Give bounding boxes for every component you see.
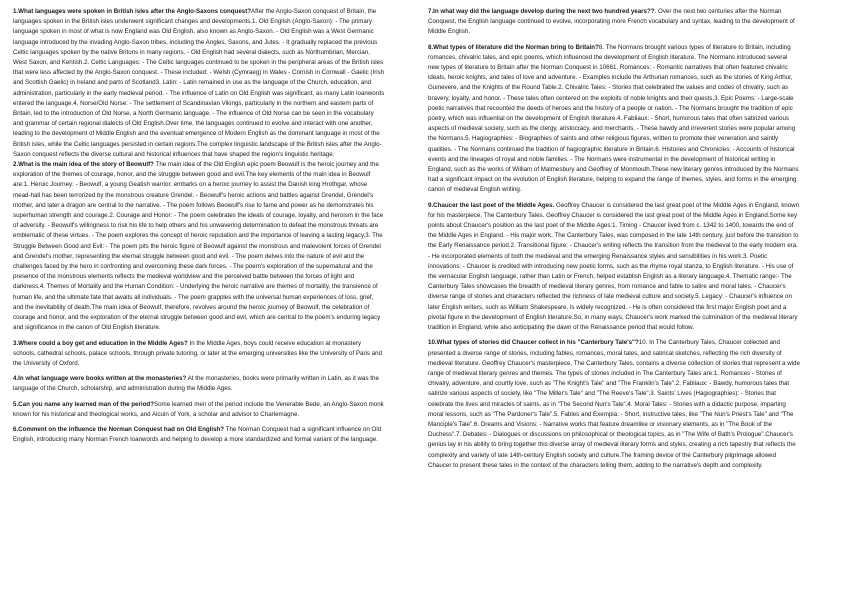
question-7: 7.In what way did the language develop during the next two hundred years?? — [428, 8, 655, 15]
answer-9: Geoffrey Chaucer is considered the last great poet of the Middle Ages in England, known for his masterpiece, The Canterbury Tales. Geoffrey Chaucer is considered the last great poet of the Middle Ages in England.Some key points about Chaucer's position as the last poet of the Middle Ages:1. Timing - Chaucer lived from c. 1342 to 1400, towards the end of the Middle Ages in England. - His major work, The Canterbury Tales, was composed in the late 14th century, just before the transition to the Early Renaissance period.2. Transitional figure: - Chaucer's writing reflects the transition from the medieval to the early modern era. - He incorporated elements of both the medieval and the emerging Renaissance styles and sensibilities in his work.3. Poetic innovations: - Chaucer is credited with introducing new poetic forms, such as the rhyme royal stanza, to English literature. - His use of the vernacular English language, rather than Latin or French, helped establish English as a literary language.4. Thematic range:- The Canterbury Tales showcases the breadth of medieval literary genres, from romance and fable to satire and moral tales. - Chaucer's diverse range of stories and characters reflected the richness of late medieval culture and society.5. Legacy: - Chaucer's influence on later English writers, such as William Shakespeare, is widely recognized. - He is often considered the first major English poet and a pivotal figure in the development of English literature.So, in many ways, Chaucer's work marked the culmination of the medieval literary tradition in England, while also anticipating the dawn of the Renaissance period that would follow. — [428, 201, 800, 332]
question-8: 8.What types of literature did the Norman bring to Britain? — [428, 43, 599, 51]
question-5: 5.Can you name any learned man of the period? — [13, 400, 154, 408]
qa-item-6 — [13, 425, 385, 445]
answer-2: The main idea of the Old English epic poem Beowulf is the heroic journey and the exploration of the themes of courage, honor, and the struggle between good and evil.The key elements of the main idea in Beowulf are:1. Heroic Journey: - Beowulf, a young Geatish warrior, embarks on a heroic journey to assist the Danish king Hrothgar, whose mead-hall has been terrorized by the monstrous creature Grendel. - Beowulf's heroic actions and battles against Grendel, Grendel's mother, and later a dragon are central to the narrative. - The poem follows Beowulf's rise to fame and power as he demonstrates his superhuman strength and courage.2. Courage and Honor: - The poem celebrates the ideals of courage, loyalty, and heroism in the face of adversity. - Beowulf's willingness to risk his life to help others and his unwavering determination to defeat the monstrous threats are emblematic of these virtues. - The poem explores the concept of heroic reputation and the importance of leaving a lasting legacy.3. The Struggle Between Good and Evil: - The poem pits the heroic figure of Beowulf against the monstrous and malevolent forces of Grendel and Grendel's mother, representing the eternal struggle between good and evil. - The poem delves into the nature of evil and the challenges faced by the hero in confronting and overcoming these dark forces. - The poem's exploration of the supernatural and the presence of the monstrous elements reflects the medieval worldview and the perceived battle between the forces of light and darkness.4. Themes of Mortality and the Human Condition: - Underlying the heroic narrative are themes of mortality, the transience of human life, and the ultimate fate that awaits all individuals. - The poem grapples with the universal human experiences of loss, grief, and the inevitability of death.The main idea of Beowulf, therefore, revolves around the heroic journey of Beowulf, the celebration of courage and honor, and the exploration of the eternal struggle between good and evil, which are central to the poem's enduring legacy and significance in the canon of Old English literature. — [13, 161, 384, 332]
question-1: 1.What languages were spoken in British isles after the Anglo-Saxons conquest? — [13, 8, 252, 15]
answer-3: In the Middle Ages, boys could receive education at monastery schools, cathedral schools, palace schools, through private tutoring, or later at the emerging universities like the University of Paris and the University of Oxford. — [13, 339, 383, 367]
answer-7: . Over the next two centuries after the Norman Conquest, the English language continued to evolve, incorporating more French vocabulary and syntax, leading to the development of Middle English. — [428, 8, 795, 36]
question-2: 2.What is the main idea of the story of Beowulf? — [13, 161, 154, 169]
qa-item-5 — [13, 400, 385, 420]
question-6: 6.Comment on the influence the Norman Conquest had on Old English? — [13, 425, 225, 433]
right-column — [428, 7, 800, 476]
question-9: 9.Chaucer the last poet of the Middle Ages. — [428, 201, 555, 209]
answer-1: After the Anglo-Saxon conquest of Britain, the languages spoken in the British isles underwent significant changes and developments.1. Old English (Anglo-Saxon): - The primary language spoken in most of what is now England was Old English, also known as Anglo-Saxon. - Old English was a West Germanic language introduced by the invading Anglo-Saxon tribes, including the Angles, Saxons, and Jutes. - It gradually replaced the previous Celtic languages spoken by the native Britons in many regions. - Old English had several dialects, such as Northumbrian, Mercian, West Saxon, and Kentish.2. Celtic Languages: - The Celtic languages continued to be spoken in the peripheral areas of the British isles that were less affected by the Anglo-Saxon conquest. - These included: - Welsh (Cymraeg) in Wales - Cornish in Cornwall - Gaelic (Irish and Scottish Gaelic) in Ireland and parts of Scotland3. Latin: - Latin remained in use as the language of the Church, education, and administration, particularly in the early medieval period. - The influence of Latin on Old English was significant, as many Latin loanwords entered the language.4. Norse/Old Norse: - The settlement of Scandinavian Vikings, particularly in the northern and eastern parts of Britain, led to the introduction of Old Norse, a North Germanic language. - The influence of Old Norse can be seen in the vocabulary and grammar of certain regional dialects of Old English.Over time, the languages continued to evolve and interact with one another, leading to the development of Middle English and the eventual emergence of Modern English as the dominant language in most of the British isles, while the Celtic languages persisted in certain regions.The complex linguistic landscape of the British isles after the Anglo-Saxon conquest reflects the diverse cultural and historical influences that have shaped the region's linguistic heritage. — [13, 8, 385, 158]
qa-item-2 — [13, 160, 385, 333]
qa-item-8 — [428, 43, 800, 196]
answer-8: 8. The Normans brought various types of literature to Britain, including romances, chivalric tales, and epic poems, which influenced the development of English literature. The Normans introduced several new types of literature to Britain after the Norman Conquest in 10661. Romances: - Romantic narratives that often featured chivalric ideals, heroic knights, and tales of love and adventure. - Examples include the Arthurian romances, such as the stories of King Arthur, Guinevere, and the Knights of the Round Table.2. Chivalric Tales: - Stories that celebrated the values and codes of chivalry, such as bravery, loyalty, and honor. - These tales often centered on the exploits of noble knights and their quests.3. Epic Poems: - Large-scale poetic narratives that recounted the deeds of heroes and the history of a people or nation. - The Normans brought the tradition of epic poetry, which was influential on the development of English literature.4. Fabliaux: - Short, humorous tales that often satirized various aspects of medieval society, such as the clergy, aristocracy, and merchants. - These bawdy and irreverent stories were popular among the Normans.5. Hagiographies: - Biographies of saints and other religious figures, written to promote their veneration and saintly qualities. - The Normans continued the tradition of hagiographic literature in Britain.6. Histories and Chronicles: - Accounts of historical events and the lineages of royal and noble families. - The Normans were instrumental in the development of historical writing in England, such as the works of William of Malmesbury and Geoffrey of Monmouth.These new literary genres introduced by the Normans had a significant impact on the evolution of English literature, helping to expand the range of themes, styles, and forms in the emerging canon of medieval English writing. — [428, 43, 799, 194]
answer-10: 10. In The Canterbury Tales, Chaucer collected and presented a diverse range of stories, including fables, romances, moral tales, and satirical sketches, reflecting the rich diversity of medieval literature. Geoffrey Chaucer's masterpiece, The Canterbury Tales, contains a diverse collection of stories that represent a wide range of medieval literary genres and themes. The types of stories included in The Canterbury Tales are:1. Romances - Stories of chivalry, adventure, and courtly love, such as "The Knight's Tale" and "The Franklin's Tale".2. Fabliaux: - Bawdy, humorous tales that satirize various aspects of society, like "The Miller's Tale" and "The Reeve's Tale".3. Saints' Lives (Hagiographies): - Stories that celebrate the lives and miracles of saints, as in "The Second Nun's Tale".4. Moral Tales: - Stories with a didactic purpose, imparting moral lessons, such as "The Pardoner's Tale".5. Fables and Exempla: - Short, instructive tales, like "The Nun's Priest's Tale" and "The Manciple's Tale".6. Dreams and Visions: - Narrative works that feature dreamlike or visionary elements, as in "The Book of the Duchess".7. Debates: - Dialogues or discussions on philosophical or theological topics, as in "The Wife of Bath's Prologue".Chaucer's genius lay in his ability to bring together this diverse array of medieval literary forms and styles, creating a rich tapestry that reflects the complexity and variety of late 14th-century English society and culture.The framing device of the Canterbury pilgrimage allowed Chaucer to present these tales in the context of the characters telling them, adding to the narrative's depth and complexity. — [428, 339, 800, 469]
qa-item-10 — [428, 338, 800, 471]
question-10: 10.What types of stories did Chaucer collect in his "Canterbury Tale's"? — [428, 339, 639, 347]
answer-6: The Norman Conquest had a significant influence on Old English, introducing many Norman French loanwords and helping to develop a more standardized and formal variant of the language. — [13, 425, 382, 444]
answer-5: Some learned men of the period include the Venerable Bede, an Anglo-Saxon monk known for his historical and theological works, and Alcuin of York, a scholar and advisor to Charlemagne. — [13, 400, 384, 418]
qa-item-9 — [428, 201, 800, 334]
question-4: 4.In what language were books written at the monasteries? — [13, 375, 187, 383]
answer-4: At the monasteries, books were primarily written in Latin, as it was the language of the Church, scholarship, and administration during the Middle Ages. — [13, 375, 379, 393]
qa-item-7 — [428, 7, 800, 38]
qa-item-3 — [13, 339, 385, 370]
left-column — [13, 7, 385, 450]
qa-item-4 — [13, 374, 385, 394]
question-3: 3.Where could a boy get and education in the Middle Ages? — [13, 339, 188, 347]
qa-item-1 — [13, 7, 385, 160]
